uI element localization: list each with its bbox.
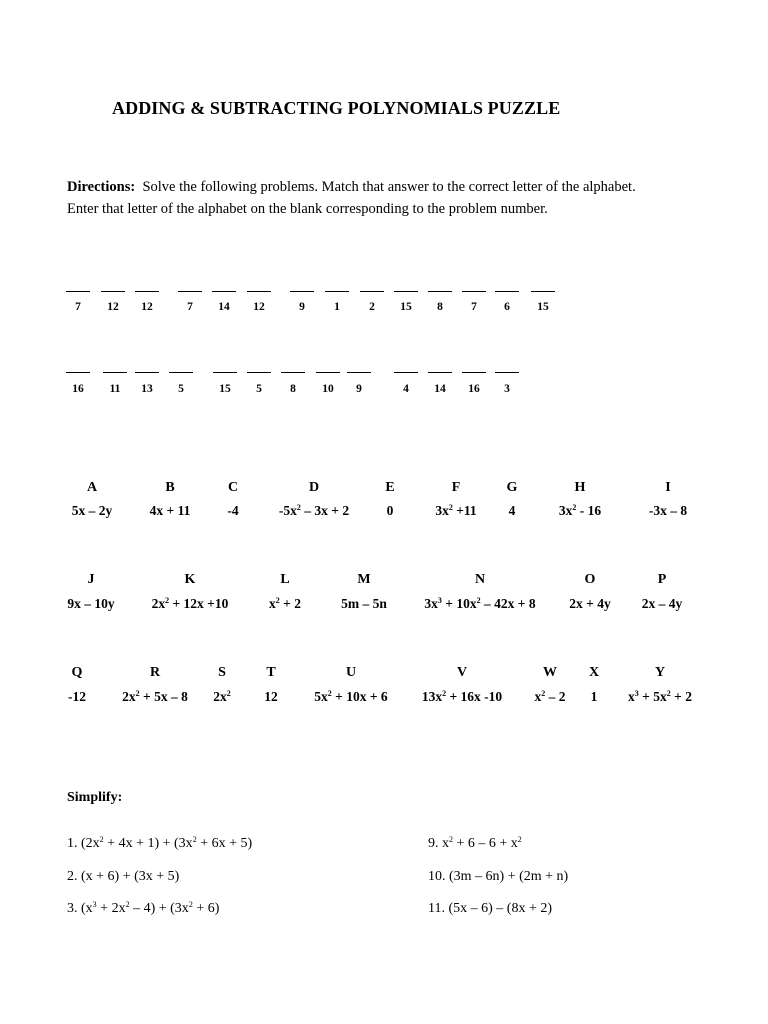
blank-number: 16 [72,383,84,395]
key-value: $5x^2 + 10x + 6$ [314,689,388,704]
answer-blank [347,372,371,373]
blank-number: 16 [468,383,480,395]
key-value: $2x^2 + 5x - 8$ [122,689,188,704]
blank-number: 12 [253,301,265,313]
answer-blank [101,291,125,292]
key-letter: B [165,480,175,495]
problem-item: 3. $(x^3 + 2x^2 - 4) + (3x^2 + 6)$ [67,900,220,916]
directions-label: Directions: [67,179,136,195]
answer-blank [281,372,305,373]
key-letter: M [357,572,371,587]
blank-number: 6 [504,301,510,313]
key-value: $x^2 + 2$ [269,596,301,611]
blank-number: 7 [187,301,193,313]
key-letter: N [474,572,486,587]
key-value: 5x – 2y [71,503,113,518]
key-letter: F [451,480,461,495]
page-title: ADDING & SUBTRACTING POLYNOMIALS PUZZLE [112,98,561,118]
answer-blank [135,372,159,373]
directions-line-2: Enter that letter of the alphabet on the blank corresponding to the problem number. [67,201,548,217]
key-value: 4x + 11 [149,503,191,518]
answer-blank [135,291,159,292]
blank-number: 15 [219,383,231,395]
blank-number: 11 [109,383,121,395]
key-letter: D [308,480,320,495]
answer-blank [462,291,486,292]
answer-blank [495,291,519,292]
key-value: -4 [227,503,239,518]
answer-blank [360,291,384,292]
key-letter: U [345,665,357,680]
answer-blank [316,372,340,373]
blank-number: 15 [400,301,412,313]
blank-number: 5 [256,383,262,395]
key-value: $13x^2 + 16x$ -10 [421,689,503,704]
key-value: 4 [508,503,516,518]
problem-item: 11. (5x – 6) – (8x + 2) [428,901,553,916]
answer-blank [247,372,271,373]
blank-number: 13 [141,383,153,395]
key-value: $-5x^2 - 3x + 2$ [278,503,350,518]
key-value: 9x – 10y [67,596,115,611]
key-letter: P [657,572,667,587]
answer-blank [394,372,418,373]
key-value: $2x^2 + 12x +10$ [151,596,229,611]
key-value: $3x^2 - 16$ [558,503,602,518]
key-value: 1 [590,689,598,704]
blank-number: 14 [218,301,230,313]
key-value: 2x – 4y [641,596,683,611]
blank-number: 15 [537,301,549,313]
blank-number: 2 [369,301,375,313]
answer-blank [213,372,237,373]
key-letter: V [456,665,468,680]
key-value: $x^2 - 2$ [534,689,566,704]
blank-number: 5 [178,383,184,395]
key-value: $x^3 + 5x^2 + 2$ [628,689,692,704]
answer-blank [103,372,127,373]
key-value: $3x^3 + 10x^2 - 42x + 8$ [424,596,536,611]
blank-number: 9 [299,301,305,313]
key-value: 0 [386,503,394,518]
key-letter: H [574,480,586,495]
key-letter: S [218,665,226,680]
answer-blank [66,291,90,292]
blank-number: 12 [107,301,119,313]
blank-number: 4 [403,383,409,395]
blank-number: 14 [434,383,446,395]
key-letter: Q [71,665,83,680]
simplify-label: Simplify: [67,790,123,805]
key-letter: W [543,665,557,680]
key-letter: G [506,480,518,495]
answer-blank [212,291,236,292]
key-letter: R [149,665,161,680]
blank-number: 8 [290,383,296,395]
key-value: 12 [264,689,278,704]
key-letter: L [280,572,290,587]
answer-blank [428,291,452,292]
answer-blank [325,291,349,292]
blank-number: 12 [141,301,153,313]
key-value: 5m – 5n [341,596,387,611]
key-letter: C [227,480,239,495]
key-letter: I [665,480,671,495]
key-letter: J [87,572,95,587]
key-value: -12 [68,689,86,704]
blank-number: 7 [471,301,477,313]
key-value: -3x – 8 [648,503,688,518]
directions-text-1: Solve the following problems. Match that answer to the correct letter of the alphabet. [142,179,636,195]
answer-blank [66,372,90,373]
key-letter: O [584,572,596,587]
problem-item: 9. $x^2 + 6 - 6 + x^2$ [428,835,522,851]
key-value: $3x^2 +11$ [435,503,477,518]
problem-item: 1. $(2x^2 + 4x + 1) + (3x^2 + 6x + 5)$ [67,835,253,851]
problem-item: 2. (x + 6) + (3x + 5) [67,869,180,884]
answer-blank [290,291,314,292]
answer-blank [394,291,418,292]
blank-number: 9 [356,383,362,395]
key-letter: A [86,480,98,495]
blank-number: 10 [322,383,334,395]
answer-blank [462,372,486,373]
answer-blank [247,291,271,292]
key-letter: E [385,480,395,495]
directions-line-1 [67,179,636,196]
blank-number: 7 [75,301,81,313]
key-letter: Y [654,665,666,680]
key-letter: X [588,665,600,680]
key-letter: T [266,665,276,680]
answer-blank [428,372,452,373]
problem-item: 10. (3m – 6n) + (2m + n) [428,869,569,884]
blank-number: 1 [334,301,340,313]
answer-blank [178,291,202,292]
answer-blank [531,291,555,292]
answer-blank [495,372,519,373]
answer-blank [169,372,193,373]
blank-number: 8 [437,301,443,313]
key-value: 2x + 4y [569,596,611,611]
key-value: $2x^2$ [213,689,231,704]
key-letter: K [184,572,196,587]
blank-number: 3 [504,383,510,395]
